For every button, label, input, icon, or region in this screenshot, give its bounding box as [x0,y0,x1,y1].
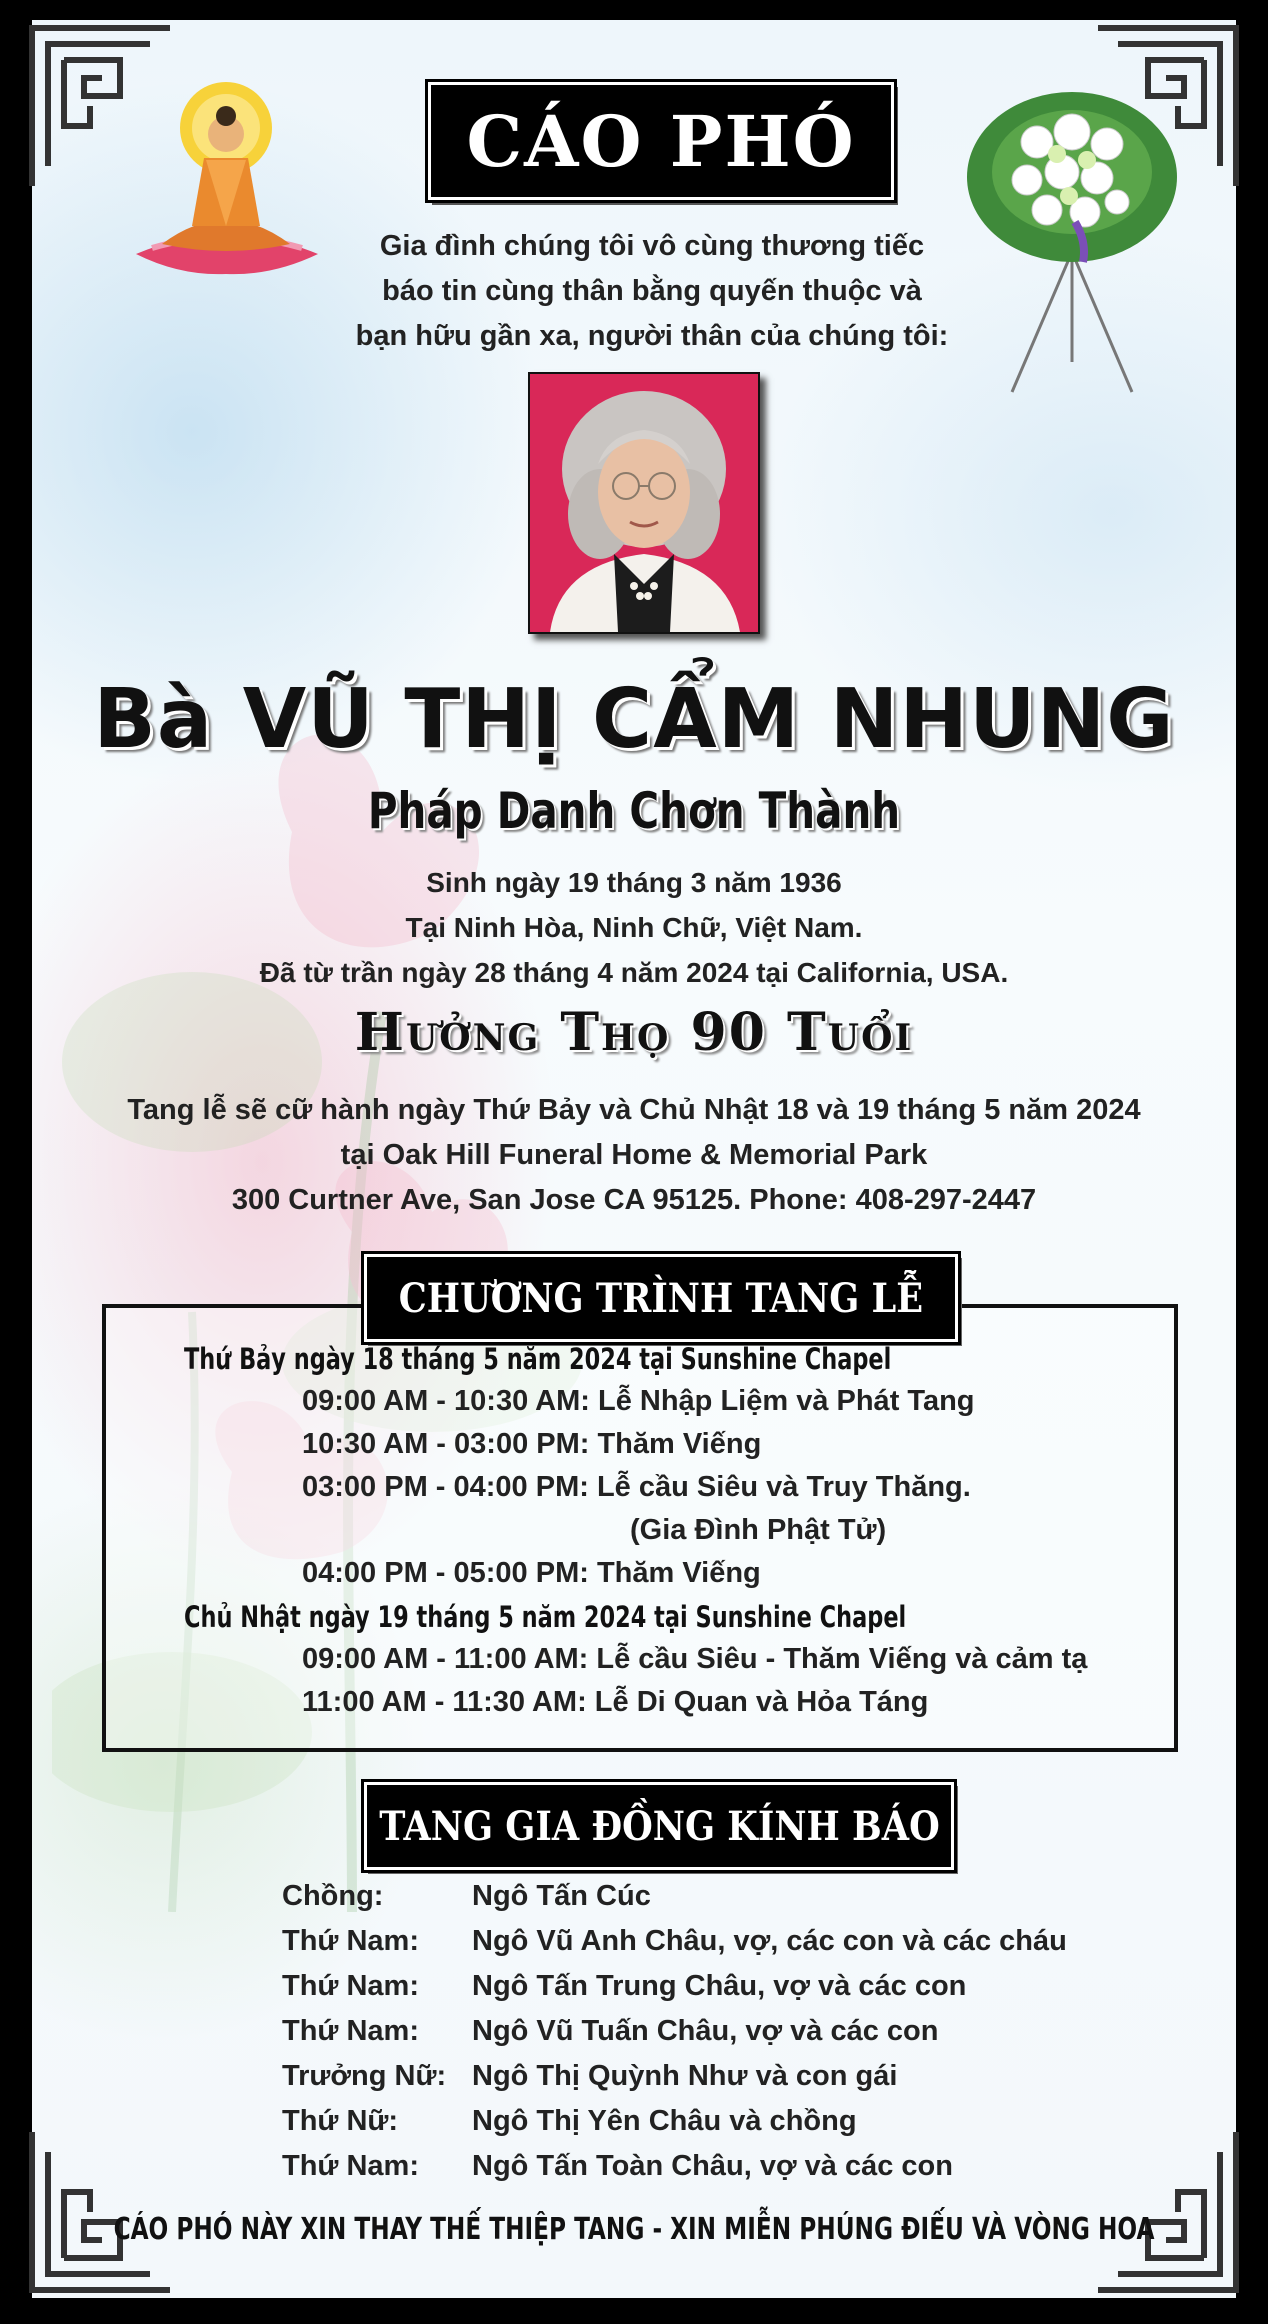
program-title-banner [364,1254,958,1342]
schedule-item: 11:00 AM - 11:30 AM: Lễ Di Quan và Hỏa Táng [302,1686,929,1718]
program-day-heading: Chủ Nhật ngày 19 tháng 5 năm 2024 tại Sunshine Chapel [184,1600,907,1634]
family-member-row [282,2105,857,2138]
schedule-item: 09:00 AM - 11:00 AM: Lễ cầu Siêu - Thăm Viếng và cảm tạ [302,1643,1088,1675]
family-relation: Thứ Nam: [282,1925,419,1957]
family-member-name: Ngô Tấn Toàn Châu, vợ và các con [472,2150,953,2182]
intro-line: báo tin cùng thân bằng quyến thuộc và [382,275,922,307]
top-border [12,12,1256,20]
family-member-row [282,1925,1067,1958]
death-info: Đã từ trần ngày 28 tháng 4 năm 2024 tại California, USA. [259,957,1009,988]
obituary-title-banner [428,82,894,200]
family-member-name: Ngô Thị Quỳnh Như và con gái [472,2060,898,2092]
family-title-banner [364,1782,954,1870]
family-member-name: Ngô Thị Yên Châu và chồng [472,2105,857,2137]
family-member-name: Ngô Vũ Anh Châu, vợ, các con và các cháu [472,1925,1067,1957]
birth-place: Tại Ninh Hòa, Ninh Chữ, Việt Nam. [405,912,863,943]
schedule-item: 03:00 PM - 04:00 PM: Lễ cầu Siêu và Truy Thăng. [302,1471,971,1503]
funeral-line: Tang lễ sẽ cữ hành ngày Thứ Bảy và Chủ Nhật 18 và 19 tháng 5 năm 2024 [127,1094,1141,1126]
family-member-name: Ngô Tấn Cúc [472,1880,651,1912]
family-member-name: Ngô Vũ Tuấn Châu, vợ và các con [472,2015,939,2047]
dharma-name: Pháp Danh Chơn Thành [367,782,901,840]
family-relation: Thứ Nam: [282,2015,419,2047]
schedule-item: 04:00 PM - 05:00 PM: Thăm Viếng [302,1557,761,1589]
schedule-note: (Gia Đình Phật Tử) [630,1514,887,1546]
funeral-line: 300 Curtner Ave, San Jose CA 95125. Phone: 408-297-2447 [231,1184,1037,1216]
intro-line: Gia đình chúng tôi vô cùng thương tiếc [379,230,925,262]
family-member-row [282,2060,897,2093]
program-day-heading: Thứ Bảy ngày 18 tháng 5 năm 2024 tại Sunshine Chapel [184,1342,892,1376]
buddha-icon [122,76,332,286]
family-relation: Chồng: [282,1880,384,1912]
family-relation: Trưởng Nữ: [282,2060,447,2092]
family-member-row [282,1970,966,2003]
obituary-page [12,12,1256,2312]
birth-date: Sinh ngày 19 tháng 3 năm 1936 [426,867,842,898]
schedule-item: 09:00 AM - 10:30 AM: Lễ Nhập Liệm và Phát Tang [302,1385,975,1417]
family-member-name: Ngô Tấn Trung Châu, vợ và các con [472,1970,967,2002]
funeral-info [12,1088,1256,1223]
program-title: CHƯƠNG TRÌNH TANG LỄ [398,1274,924,1322]
schedule-item: 10:30 AM - 03:00 PM: Thăm Viếng [302,1428,762,1460]
family-member-row [282,2015,938,2048]
family-member-row [282,2150,953,2183]
intro-text [312,224,992,359]
family-relation: Thứ Nam: [282,2150,419,2182]
obituary-title: CÁO PHÓ [466,99,856,183]
age-at-death: Hưởng Thọ 90 Tuổi [354,1002,914,1063]
family-relation: Thứ Nam: [282,1970,419,2002]
bottom-border [12,2298,1256,2312]
deceased-name: Bà VŨ THỊ CẨM NHUNG [93,672,1175,767]
portrait-photo [528,372,760,634]
life-info [12,860,1256,995]
funeral-line: tại Oak Hill Funeral Home & Memorial Park [340,1139,928,1171]
family-relation: Thứ Nữ: [282,2105,399,2137]
family-member-row [282,1880,651,1913]
footer-notice: CÁO PHÓ NÀY XIN THAY THẾ THIỆP TANG - XIN MIỄN PHÚNG ĐIẾU VÀ VÒNG HOA [113,2212,1155,2247]
family-title: TANG GIA ĐỒNG KÍNH BÁO [378,1802,940,1850]
intro-line: bạn hữu gần xa, người thân của chúng tôi: [355,320,949,352]
